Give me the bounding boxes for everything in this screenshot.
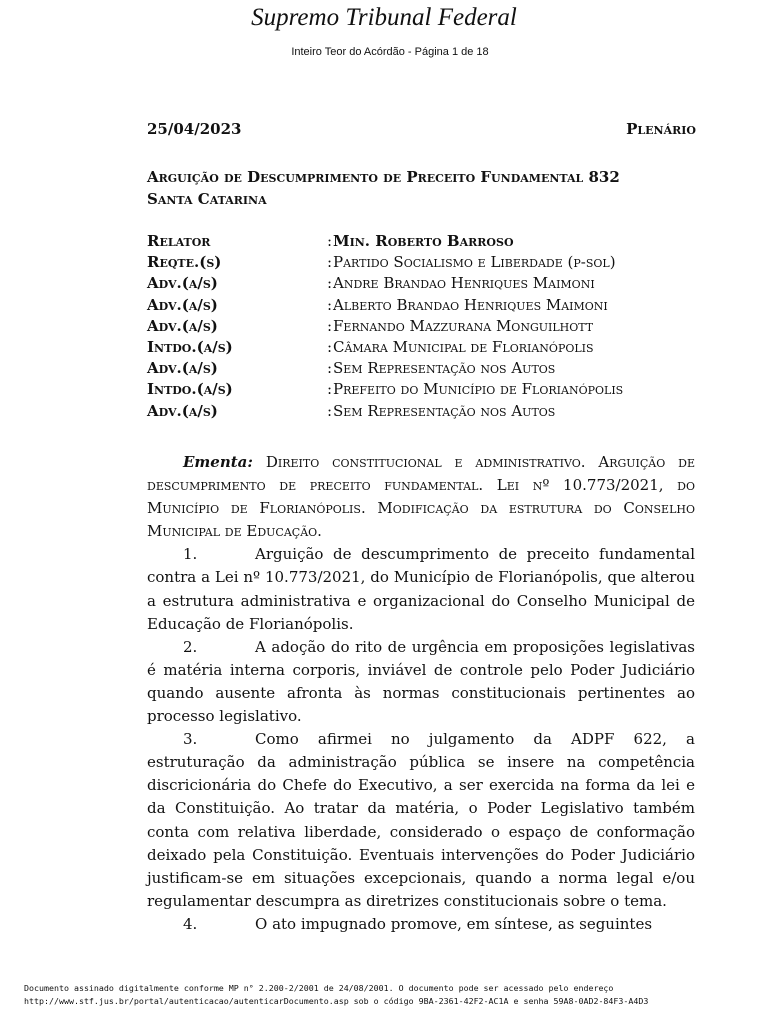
page-info: Inteiro Teor do Acórdão - Página 1 de 18 <box>291 46 489 58</box>
item-text: Arguição de descumprimento de preceito fundamental contra a Lei nº 10.773/2021, do Município de Florianópolis, que alterou a estrutura administrativa e organizacional do Conselho Municipal de Educação de Florianópolis. <box>147 545 695 633</box>
ementa-label: Ementa <box>183 453 248 471</box>
session-label: Plenário <box>626 120 696 138</box>
item-text: Como afirmei no julgamento da ADPF 622, a estruturação da administração pública se insere na competência discricionária do Chefe do Executivo, a ser exercida na forma da lei e da Constituição. Ao tratar da matéria, o Poder Legislativo também conta com relativa liberdade, considerado o espaço de conformação deixado pela Constituição. Eventuais intervenções do Poder Judiciário justificam-se em situações excepcionais, quando a norma legal e/ou regulamentar descumpra as diretrizes constitucionais sobre o tema. <box>147 730 695 910</box>
item-number: 3. <box>183 730 198 749</box>
party-name: Fernando Mazzurana Monguilhott <box>333 316 594 335</box>
party-name: Andre Brandao Henriques Maimoni <box>333 274 595 293</box>
party-row: Adv.(a/s) :Sem Representação nos Autos <box>147 358 707 379</box>
case-title-line2: Santa Catarina <box>147 190 267 208</box>
parties-list <box>147 231 707 422</box>
decision-date: 25/04/2023 <box>147 120 242 138</box>
party-role: Adv.(a/s) <box>147 274 218 293</box>
item-text: O ato impugnado promove, em síntese, as seguintes <box>255 914 653 933</box>
item-number: 2. <box>183 637 198 656</box>
party-name: Sem Representação nos Autos <box>333 401 556 420</box>
ementa-item <box>147 913 695 936</box>
party-row: Intdo.(a/s) :Prefeito do Município de Florianópolis <box>147 379 707 400</box>
party-name: Prefeito do Município de Florianópolis <box>333 380 624 399</box>
ementa-summary: Direito constitucional e administrativo. Arguição de descumprimento de preceito fundamental. Lei nº 10.773/2021, do Município de Florianópolis. Modificação da estrutura do Conselho Municipal de Educação. <box>147 453 695 541</box>
party-role: Adv.(a/s) <box>147 401 218 420</box>
party-role: Relator <box>147 232 211 250</box>
party-role: Adv.(a/s) <box>147 359 218 378</box>
footer-line2: http://www.stf.jus.br/portal/autenticacao/autenticarDocumento.asp sob o código 9BA-2361-42F2-AC1A e senha 59A8-0AD2-84F3-A4D3 <box>24 996 649 1006</box>
ementa-item <box>147 728 695 913</box>
party-name: Min. Roberto Barroso <box>333 232 514 250</box>
court-title: Supremo Tribunal Federal <box>251 4 517 31</box>
party-name: Alberto Brandao Henriques Maimoni <box>333 295 608 314</box>
party-role: Adv.(a/s) <box>147 295 218 314</box>
ementa-paragraph: Ementa: Direito constitucional e administrativo. Arguição de descumprimento de preceito fundamental. Lei nº 10.773/2021, do Município de Florianópolis. Modificação da estrutura do Conselho Municipal de Educação. <box>147 453 695 541</box>
ementa-item <box>147 543 695 635</box>
party-row: Adv.(a/s) :Sem Representação nos Autos <box>147 401 707 422</box>
party-role: Intdo.(a/s) <box>147 337 233 356</box>
item-text: A adoção do rito de urgência em proposições legislativas é matéria interna corporis, inviável de controle pelo Poder Judiciário quando ausente afronta às normas constitucionais pertinentes ao processo legislativo. <box>147 637 695 726</box>
footer-line1: Documento assinado digitalmente conforme MP n° 2.200-2/2001 de 24/08/2001. O documento pode ser acessado pelo endereço <box>24 983 614 993</box>
party-row: Intdo.(a/s) :Câmara Municipal de Florianópolis <box>147 337 707 358</box>
item-number: 4. <box>183 914 198 933</box>
party-name: Câmara Municipal de Florianópolis <box>333 337 594 356</box>
party-row: Adv.(a/s) :Andre Brandao Henriques Maimoni <box>147 273 707 294</box>
party-row: Reqte.(s) :Partido Socialismo e Liberdade (p-sol) <box>147 252 707 273</box>
party-role: Intdo.(a/s) <box>147 380 233 399</box>
party-name: Partido Socialismo e Liberdade (p-sol) <box>333 253 616 272</box>
party-role: Adv.(a/s) <box>147 316 218 335</box>
case-title <box>147 166 707 210</box>
case-title-line1: Arguição de Descumprimento de Preceito Fundamental 832 <box>147 168 620 186</box>
party-row: Adv.(a/s) :Alberto Brandao Henriques Maimoni <box>147 295 707 316</box>
party-row: Adv.(a/s) :Fernando Mazzurana Monguilhott <box>147 316 707 337</box>
party-row: Relator :Min. Roberto Barroso <box>147 231 707 252</box>
ementa-body <box>147 451 695 936</box>
signature-footer <box>24 982 754 1008</box>
item-number: 1. <box>183 545 198 564</box>
party-name: Sem Representação nos Autos <box>333 359 556 378</box>
ementa-item <box>147 636 695 728</box>
party-role: Reqte.(s) <box>147 253 222 272</box>
